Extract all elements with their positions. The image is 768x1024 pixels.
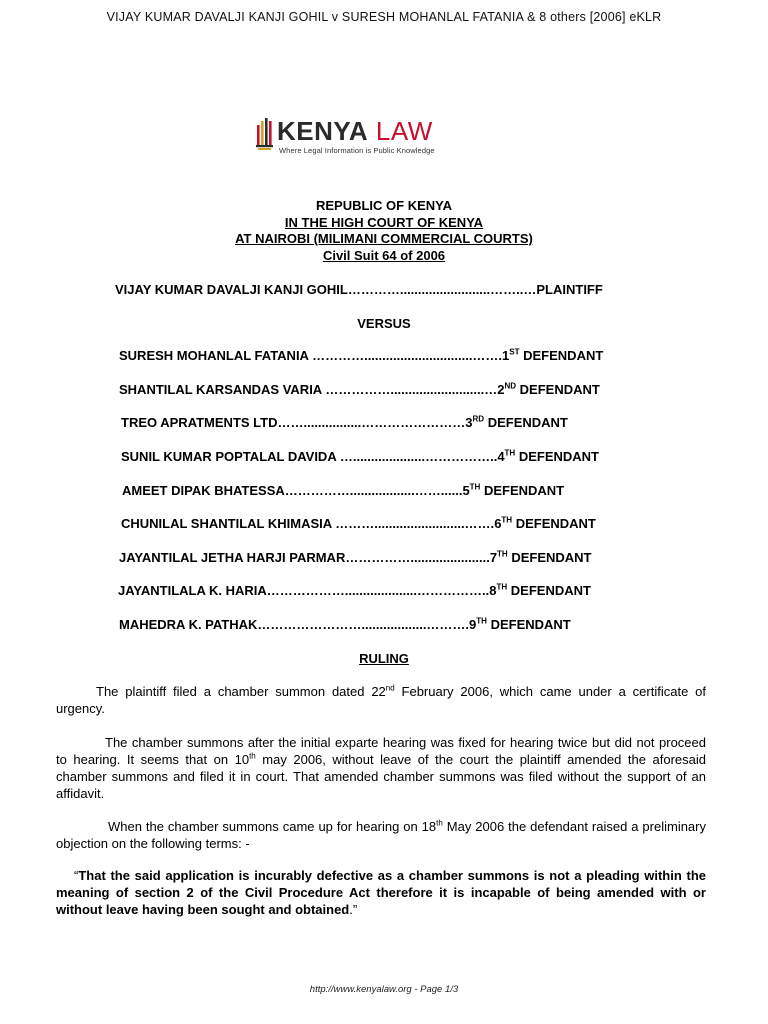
quoted-objection bbox=[56, 867, 706, 918]
leader-dots: …....................…………….. bbox=[339, 449, 498, 464]
ruling-title: RULING bbox=[359, 651, 409, 666]
ordinal-suffix: TH bbox=[476, 616, 487, 626]
kenya-law-logo bbox=[256, 116, 466, 160]
logo-tagline: Where Legal Information is Public Knowledge bbox=[279, 146, 435, 155]
court-heading bbox=[0, 198, 768, 264]
ordinal-suffix: th bbox=[436, 818, 443, 828]
paragraph-1-text-b: February 2006, which came under a certificate of urgency. bbox=[56, 684, 706, 716]
paragraph-3 bbox=[56, 818, 706, 852]
logo-word-kenya: KENYA bbox=[277, 116, 369, 146]
defendant-number: 9 bbox=[469, 617, 477, 632]
ordinal-suffix: th bbox=[249, 751, 256, 761]
defendant-name: SURESH MOHANLAL FATANIA bbox=[119, 348, 313, 363]
defendant-row bbox=[122, 483, 652, 498]
ordinal-suffix: ND bbox=[504, 381, 517, 391]
logo-word-law: LAW bbox=[375, 116, 433, 146]
leader-dots: ……………..........................… bbox=[325, 382, 498, 397]
quote-open: “ bbox=[74, 868, 79, 883]
defendant-role: DEFENDANT bbox=[516, 382, 600, 397]
ordinal-suffix: nd bbox=[385, 683, 395, 693]
defendant-row bbox=[121, 415, 651, 430]
paragraph-2-text-a: The chamber summons after the initial exparte hearing was fixed for hearing twice but did not proceed to hearing. It seems that on 10 bbox=[56, 735, 706, 767]
leader-dots: ……….........................……. bbox=[335, 516, 495, 531]
defendant-name: SUNIL KUMAR POPTALAL DAVIDA bbox=[121, 449, 340, 464]
court-line-high-court: IN THE HIGH COURT OF KENYA bbox=[284, 214, 484, 230]
defendant-role: DEFENDANT bbox=[507, 583, 591, 598]
versus-heading: VERSUS bbox=[357, 316, 411, 331]
defendant-number: 3 bbox=[465, 415, 473, 430]
defendant-name: CHUNILAL SHANTILAL KHIMASIA bbox=[121, 516, 336, 531]
paragraph-3-text-a: When the chamber summons came up for hearing on 18 bbox=[108, 819, 437, 834]
ordinal-suffix: TH bbox=[496, 582, 508, 592]
ordinal-suffix: TH bbox=[504, 448, 516, 458]
plaintiff-row bbox=[115, 282, 675, 297]
leader-dots: ………………....................…………….. bbox=[266, 583, 490, 598]
quote-text: That the said application is incurably defective as a chamber summons is not a pleading within the meaning of section 2 of the Civil Procedure Act therefore it is incapable of being amended with or without leave having been sought and obtained bbox=[56, 868, 706, 917]
defendant-name: TREO APRATMENTS LTD bbox=[121, 415, 278, 430]
court-line-republic: REPUBLIC OF KENYA bbox=[315, 198, 453, 213]
ordinal-suffix: TH bbox=[497, 549, 508, 559]
defendant-name: SHANTILAL KARSANDAS VARIA bbox=[119, 382, 326, 397]
defendant-role: DEFENDANT bbox=[507, 550, 592, 565]
paragraph-1 bbox=[56, 683, 706, 717]
paragraph-2-text-b: may 2006, without leave of the court the plaintiff amended the aforesaid chamber summons and filed it in court. That amended chamber summons was filed without the support of an affidavit. bbox=[56, 752, 706, 801]
defendant-role: DEFENDANT bbox=[484, 415, 568, 430]
paragraph-3-text-b: May 2006 the defendant raised a preliminary objection on the following terms: - bbox=[56, 819, 706, 851]
pillars-icon bbox=[256, 116, 276, 154]
leader-dots: ………….........................……..… bbox=[347, 282, 537, 297]
court-line-case-number: Civil Suit 64 of 2006 bbox=[322, 247, 446, 263]
leader-dots: ……………..................……...... bbox=[284, 483, 463, 498]
defendant-name: MAHEDRA K. PATHAK bbox=[119, 617, 258, 632]
logo-wordmark bbox=[277, 116, 433, 146]
defendant-row bbox=[121, 516, 651, 531]
defendant-role: DEFENDANT bbox=[480, 483, 565, 498]
defendant-number: 1 bbox=[502, 348, 510, 363]
leader-dots: ……………...................... bbox=[345, 550, 490, 565]
defendant-number: 4 bbox=[497, 449, 505, 464]
defendant-number: 2 bbox=[497, 382, 505, 397]
page-footer: http://www.kenyalaw.org - Page 1/3 bbox=[309, 984, 459, 995]
defendant-role: DEFENDANT bbox=[519, 348, 604, 363]
paragraph-1-text-a: The plaintiff filed a chamber summon dated 22 bbox=[96, 684, 386, 699]
defendant-row bbox=[119, 617, 649, 632]
defendant-number: 7 bbox=[489, 550, 498, 565]
court-line-location: AT NAIROBI (MILIMANI COMMERCIAL COURTS) bbox=[235, 231, 533, 246]
running-header: VIJAY KUMAR DAVALJI KANJI GOHIL v SURESH MOHANLAL FATANIA & 8 others [2006] eKLR bbox=[106, 10, 662, 24]
defendant-role: DEFENDANT bbox=[512, 516, 596, 531]
defendant-row bbox=[119, 348, 649, 363]
leader-dots: ……................…………………… bbox=[277, 415, 466, 430]
defendant-name: AMEET DIPAK BHATESSA bbox=[122, 483, 285, 498]
ordinal-suffix: TH bbox=[501, 515, 513, 525]
defendant-row bbox=[119, 550, 649, 565]
plaintiff-role: PLAINTIFF bbox=[536, 282, 603, 297]
leader-dots: ……………………..................………. bbox=[257, 617, 470, 632]
ordinal-suffix: ST bbox=[509, 347, 520, 357]
ordinal-suffix: RD bbox=[472, 414, 485, 424]
ordinal-suffix: TH bbox=[469, 482, 481, 492]
defendant-number: 6 bbox=[494, 516, 502, 531]
defendant-name: JAYANTILAL JETHA HARJI PARMAR bbox=[119, 550, 346, 565]
defendant-row bbox=[118, 583, 648, 598]
defendant-number: 5 bbox=[462, 483, 470, 498]
defendant-name: JAYANTILALA K. HARIA bbox=[118, 583, 267, 598]
defendant-role: DEFENDANT bbox=[515, 449, 599, 464]
defendant-role: DEFENDANT bbox=[486, 617, 571, 632]
plaintiff-name: VIJAY KUMAR DAVALJI KANJI GOHIL bbox=[115, 282, 348, 297]
defendant-number: 8 bbox=[489, 583, 497, 598]
defendant-row bbox=[121, 449, 651, 464]
leader-dots: …………..............................……. bbox=[312, 348, 503, 363]
defendant-row bbox=[119, 382, 649, 397]
quote-close: .” bbox=[349, 902, 358, 917]
paragraph-2 bbox=[56, 734, 706, 802]
